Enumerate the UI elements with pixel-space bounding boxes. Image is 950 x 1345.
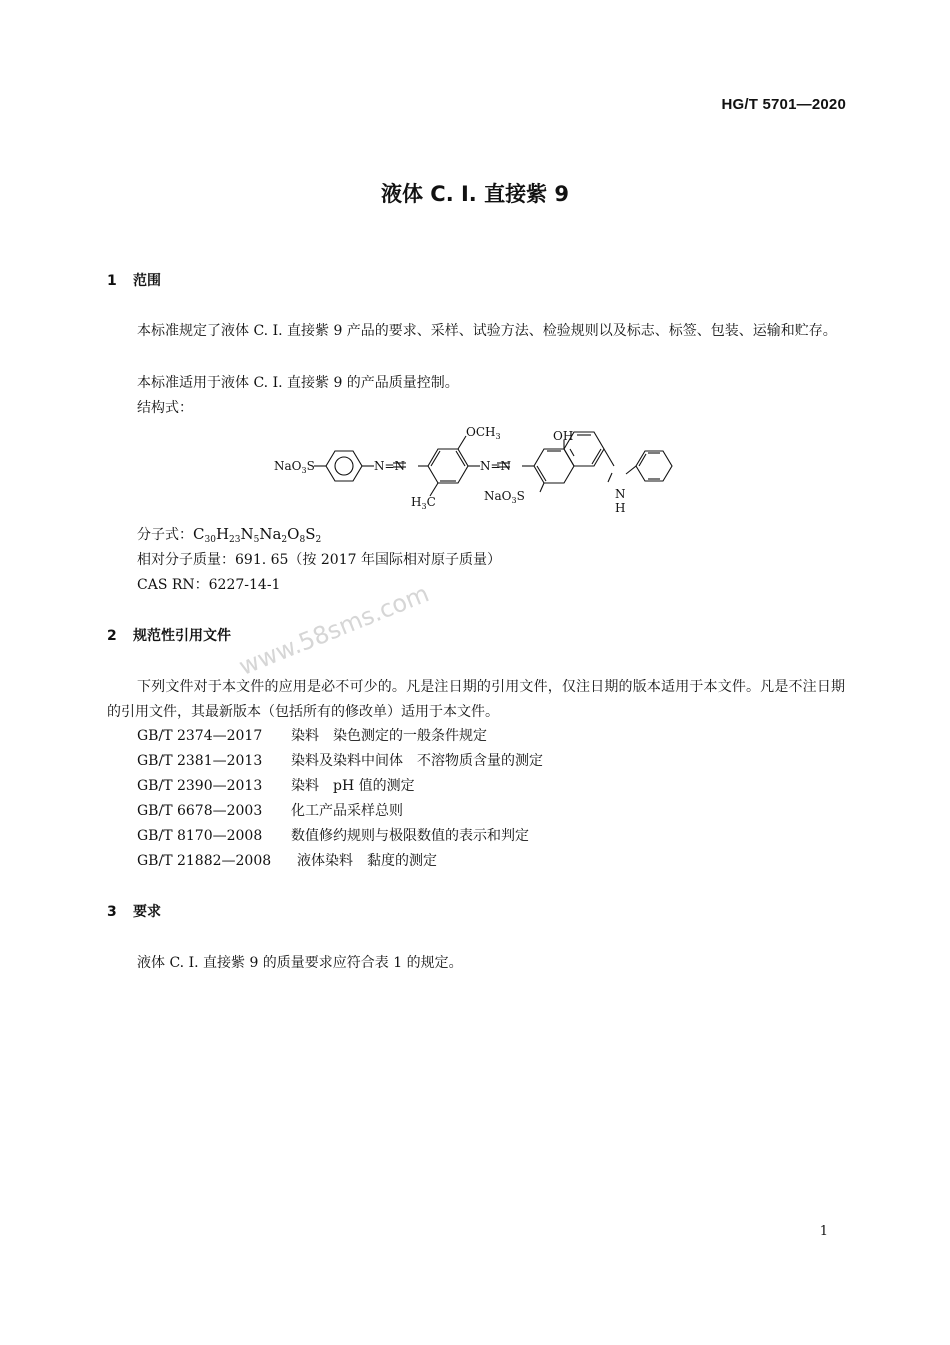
molecular-formula-label: 分子式： bbox=[137, 527, 193, 543]
reference-title: 液体染料 黏度的测定 bbox=[297, 853, 437, 869]
reference-title: 化工产品采样总则 bbox=[291, 803, 403, 819]
section-3-number: 3 bbox=[107, 904, 117, 920]
formula-sulfo-sub: 3 bbox=[511, 496, 517, 505]
formula-methyl-sub: 3 bbox=[421, 502, 427, 511]
formula-methyl: H bbox=[411, 495, 422, 509]
section-1-number: 1 bbox=[107, 273, 117, 289]
reference-code: GB/T 2381—2013 bbox=[137, 753, 263, 769]
document-title: 液体 C. I. 直接紫 9 bbox=[380, 182, 570, 206]
relative-molecular-mass: 相对分子质量：691. 65（按 2017 年国际相对原子质量） bbox=[137, 552, 501, 568]
cas-number: CAS RN：6227-14-1 bbox=[137, 577, 281, 593]
section-3-title: 要求 bbox=[133, 904, 161, 920]
formula-left-group: NaO bbox=[274, 459, 302, 473]
formula-azo-1: N=N bbox=[374, 459, 406, 473]
reference-title: 染料 染色测定的一般条件规定 bbox=[291, 728, 487, 744]
reference-title: 染料 pH 值的测定 bbox=[291, 778, 415, 794]
standard-code: HG/T 5701—2020 bbox=[721, 96, 846, 113]
section-2-heading bbox=[107, 625, 231, 645]
molecular-formula-value: $C_{30}H_{23}N_5Na_2O_8S_2$ bbox=[193, 525, 322, 545]
reference-title: 染料及染料中间体 不溶物质含量的测定 bbox=[291, 753, 543, 769]
formula-methoxy: OCH bbox=[466, 425, 496, 439]
section-1-title: 范围 bbox=[133, 273, 161, 289]
svg-text:H3C bbox=[411, 495, 436, 511]
structural-formula bbox=[270, 422, 690, 522]
reference-title: 数值修约规则与极限数值的表示和判定 bbox=[291, 828, 529, 844]
reference-code: GB/T 8170—2008 bbox=[137, 828, 263, 844]
normative-references-intro: 下列文件对于本文件的应用是必不可少的。凡是注日期的引用文件，仅注日期的版本适用于本文件。凡是不注日期的引用文件，其最新版本（包括所有的修改单）适用于本文件。 bbox=[107, 679, 845, 720]
reference-item bbox=[137, 825, 529, 845]
reference-code: GB/T 2374—2017 bbox=[137, 728, 263, 744]
formula-methoxy-sub: 3 bbox=[495, 432, 501, 441]
reference-code: GB/T 21882—2008 bbox=[137, 853, 272, 869]
formula-left-group-tail: S bbox=[306, 459, 315, 473]
reference-item bbox=[137, 750, 543, 770]
formula-amine-h: H bbox=[615, 501, 626, 515]
formula-sulfo-tail: S bbox=[516, 489, 525, 503]
reference-item bbox=[137, 775, 415, 795]
reference-code: GB/T 2390—2013 bbox=[137, 778, 263, 794]
section-2-title: 规范性引用文件 bbox=[133, 628, 231, 644]
reference-item bbox=[137, 800, 403, 820]
formula-azo-2: N=N bbox=[480, 459, 512, 473]
formula-methyl-tail: C bbox=[426, 495, 436, 509]
page-number: 1 bbox=[819, 1224, 828, 1239]
watermark: www.58sms.com bbox=[235, 579, 433, 681]
reference-item bbox=[137, 725, 487, 745]
section-2-number: 2 bbox=[107, 628, 117, 644]
svg-text:OCH3 bbox=[466, 425, 501, 441]
structure-label: 结构式： bbox=[137, 400, 193, 416]
formula-left-group-sub: 3 bbox=[301, 466, 307, 475]
requirements-paragraph: 液体 C. I. 直接紫 9 的质量要求应符合表 1 的规定。 bbox=[137, 955, 463, 971]
section-3-heading bbox=[107, 901, 161, 921]
scope-paragraph-2: 本标准适用于液体 C. I. 直接紫 9 的产品质量控制。 bbox=[137, 375, 459, 391]
formula-sulfo: NaO bbox=[484, 489, 512, 503]
svg-text:NaO3S bbox=[484, 489, 525, 505]
scope-paragraph-1: 本标准规定了液体 C. I. 直接紫 9 产品的要求、采样、试验方法、检验规则以及标志、标签、包装、运输和贮存。 bbox=[137, 323, 837, 339]
formula-hydroxy: OH bbox=[553, 429, 574, 443]
formula-amine-n: N bbox=[615, 487, 626, 501]
section-1-heading bbox=[107, 270, 161, 290]
reference-item bbox=[137, 850, 437, 870]
molecular-formula bbox=[137, 524, 321, 545]
svg-text:NaO3S bbox=[274, 459, 315, 475]
reference-code: GB/T 6678—2003 bbox=[137, 803, 263, 819]
